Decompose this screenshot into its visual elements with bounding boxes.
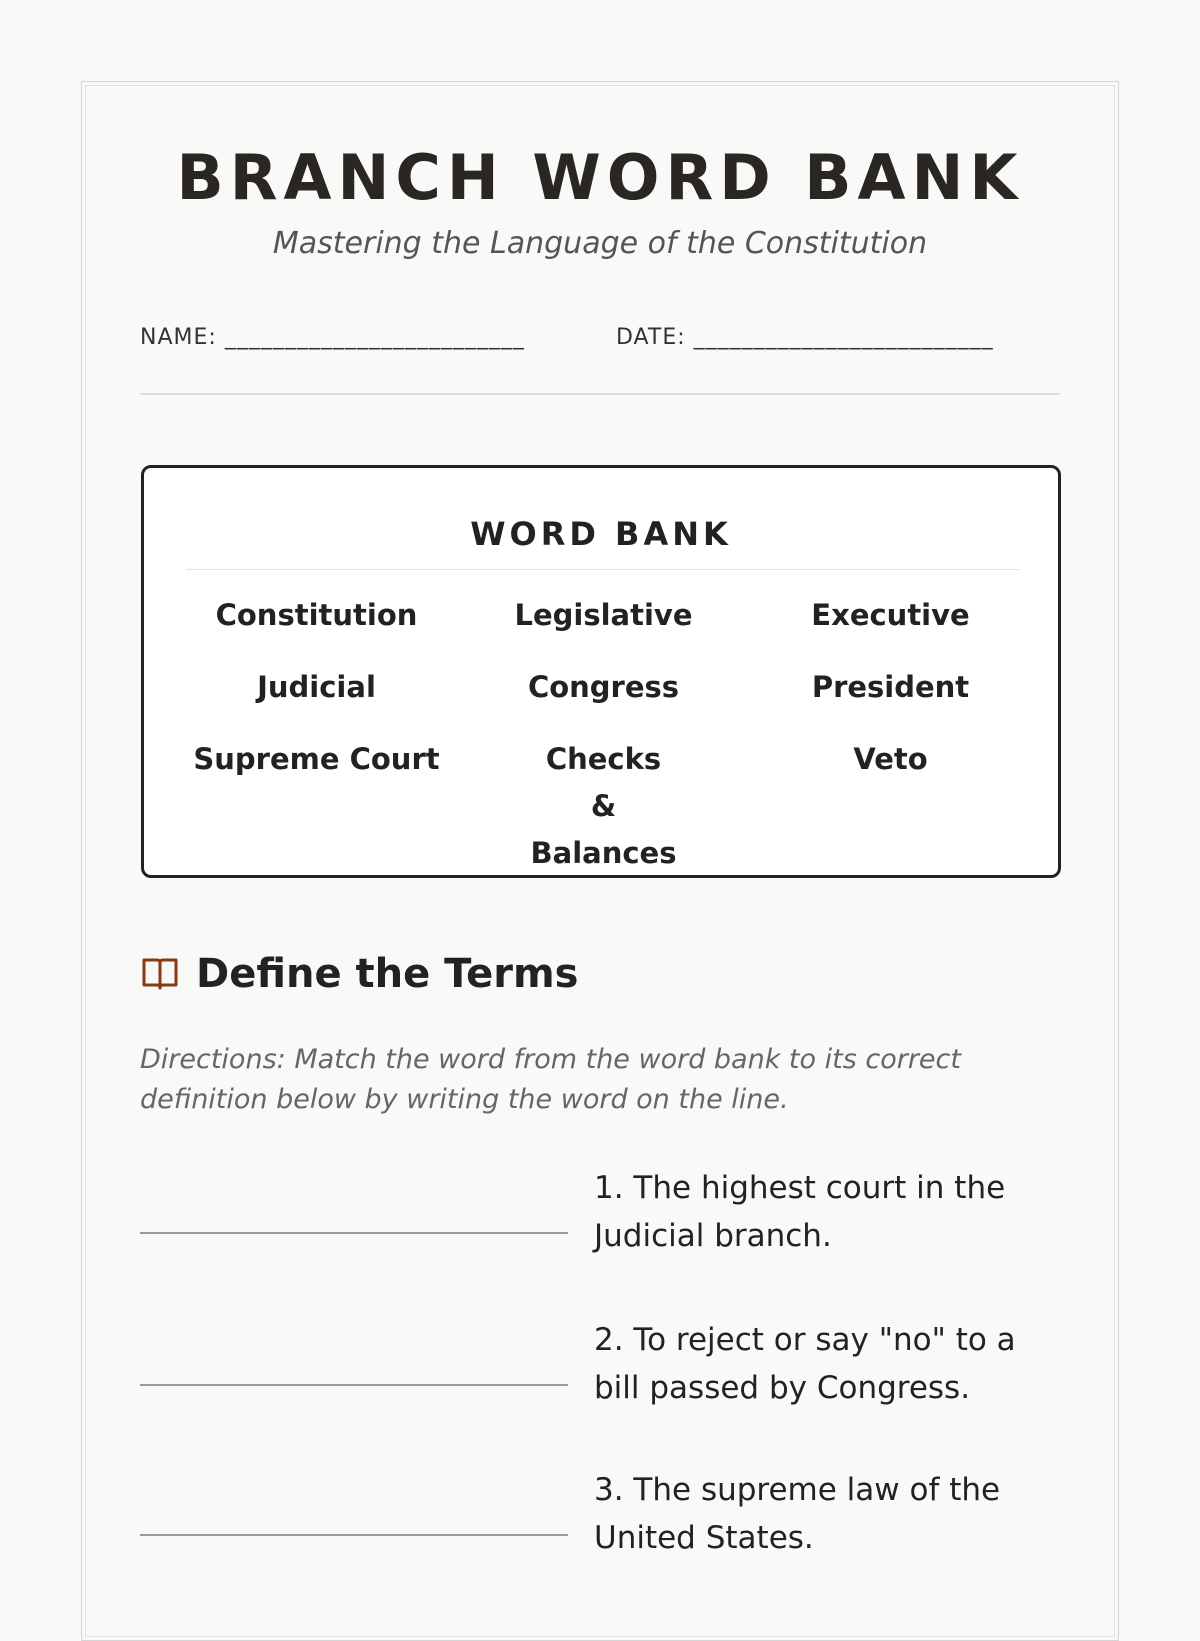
word-bank-title: WORD BANK	[470, 515, 732, 553]
definition-item	[140, 1168, 1060, 1278]
name-field[interactable]: _________________________	[224, 325, 525, 350]
answer-line[interactable]	[140, 1534, 568, 1536]
definition-text: 3. The supreme law of the United States.	[594, 1472, 1001, 1556]
answer-line[interactable]	[140, 1232, 568, 1234]
word-bank-item: President	[811, 670, 970, 704]
word-bank-item: Congress	[527, 670, 680, 704]
word-bank-item: Veto	[853, 742, 928, 776]
section-title: Define the Terms	[196, 951, 579, 997]
definition-text: 2. To reject or say "no" to a bill passed by Congress.	[594, 1322, 1016, 1406]
word-bank-item: Constitution	[215, 598, 418, 632]
directions-text: Directions: Match the word from the word bank to its correct definition below by writing the word on the line.	[140, 1044, 961, 1115]
date-field[interactable]: _________________________	[693, 325, 994, 350]
word-bank-item: Judicial	[257, 670, 376, 704]
page-subtitle: Mastering the Language of the Constitution	[272, 226, 928, 261]
word-bank-box	[141, 465, 1061, 878]
definition-text: 1. The highest court in the Judicial branch.	[594, 1170, 1006, 1254]
word-bank-item: Executive	[811, 598, 970, 632]
book-icon	[140, 952, 196, 996]
section-header	[140, 946, 578, 1002]
word-bank-item: Supreme Court	[193, 742, 440, 776]
word-bank-grid	[173, 592, 1033, 877]
definition-item	[140, 1470, 1060, 1580]
word-bank-item: Checks & Balances	[530, 742, 677, 870]
date-group	[616, 320, 994, 356]
definition-item	[140, 1320, 1060, 1430]
date-label: DATE:	[616, 325, 686, 350]
word-bank-item: Legislative	[514, 598, 693, 632]
name-label: NAME:	[140, 325, 217, 350]
page-title: BRANCH WORD BANK	[176, 141, 1024, 214]
word-bank-divider	[186, 569, 1020, 570]
answer-line[interactable]	[140, 1384, 568, 1386]
student-fields	[140, 320, 1060, 356]
header-divider	[140, 393, 1060, 395]
